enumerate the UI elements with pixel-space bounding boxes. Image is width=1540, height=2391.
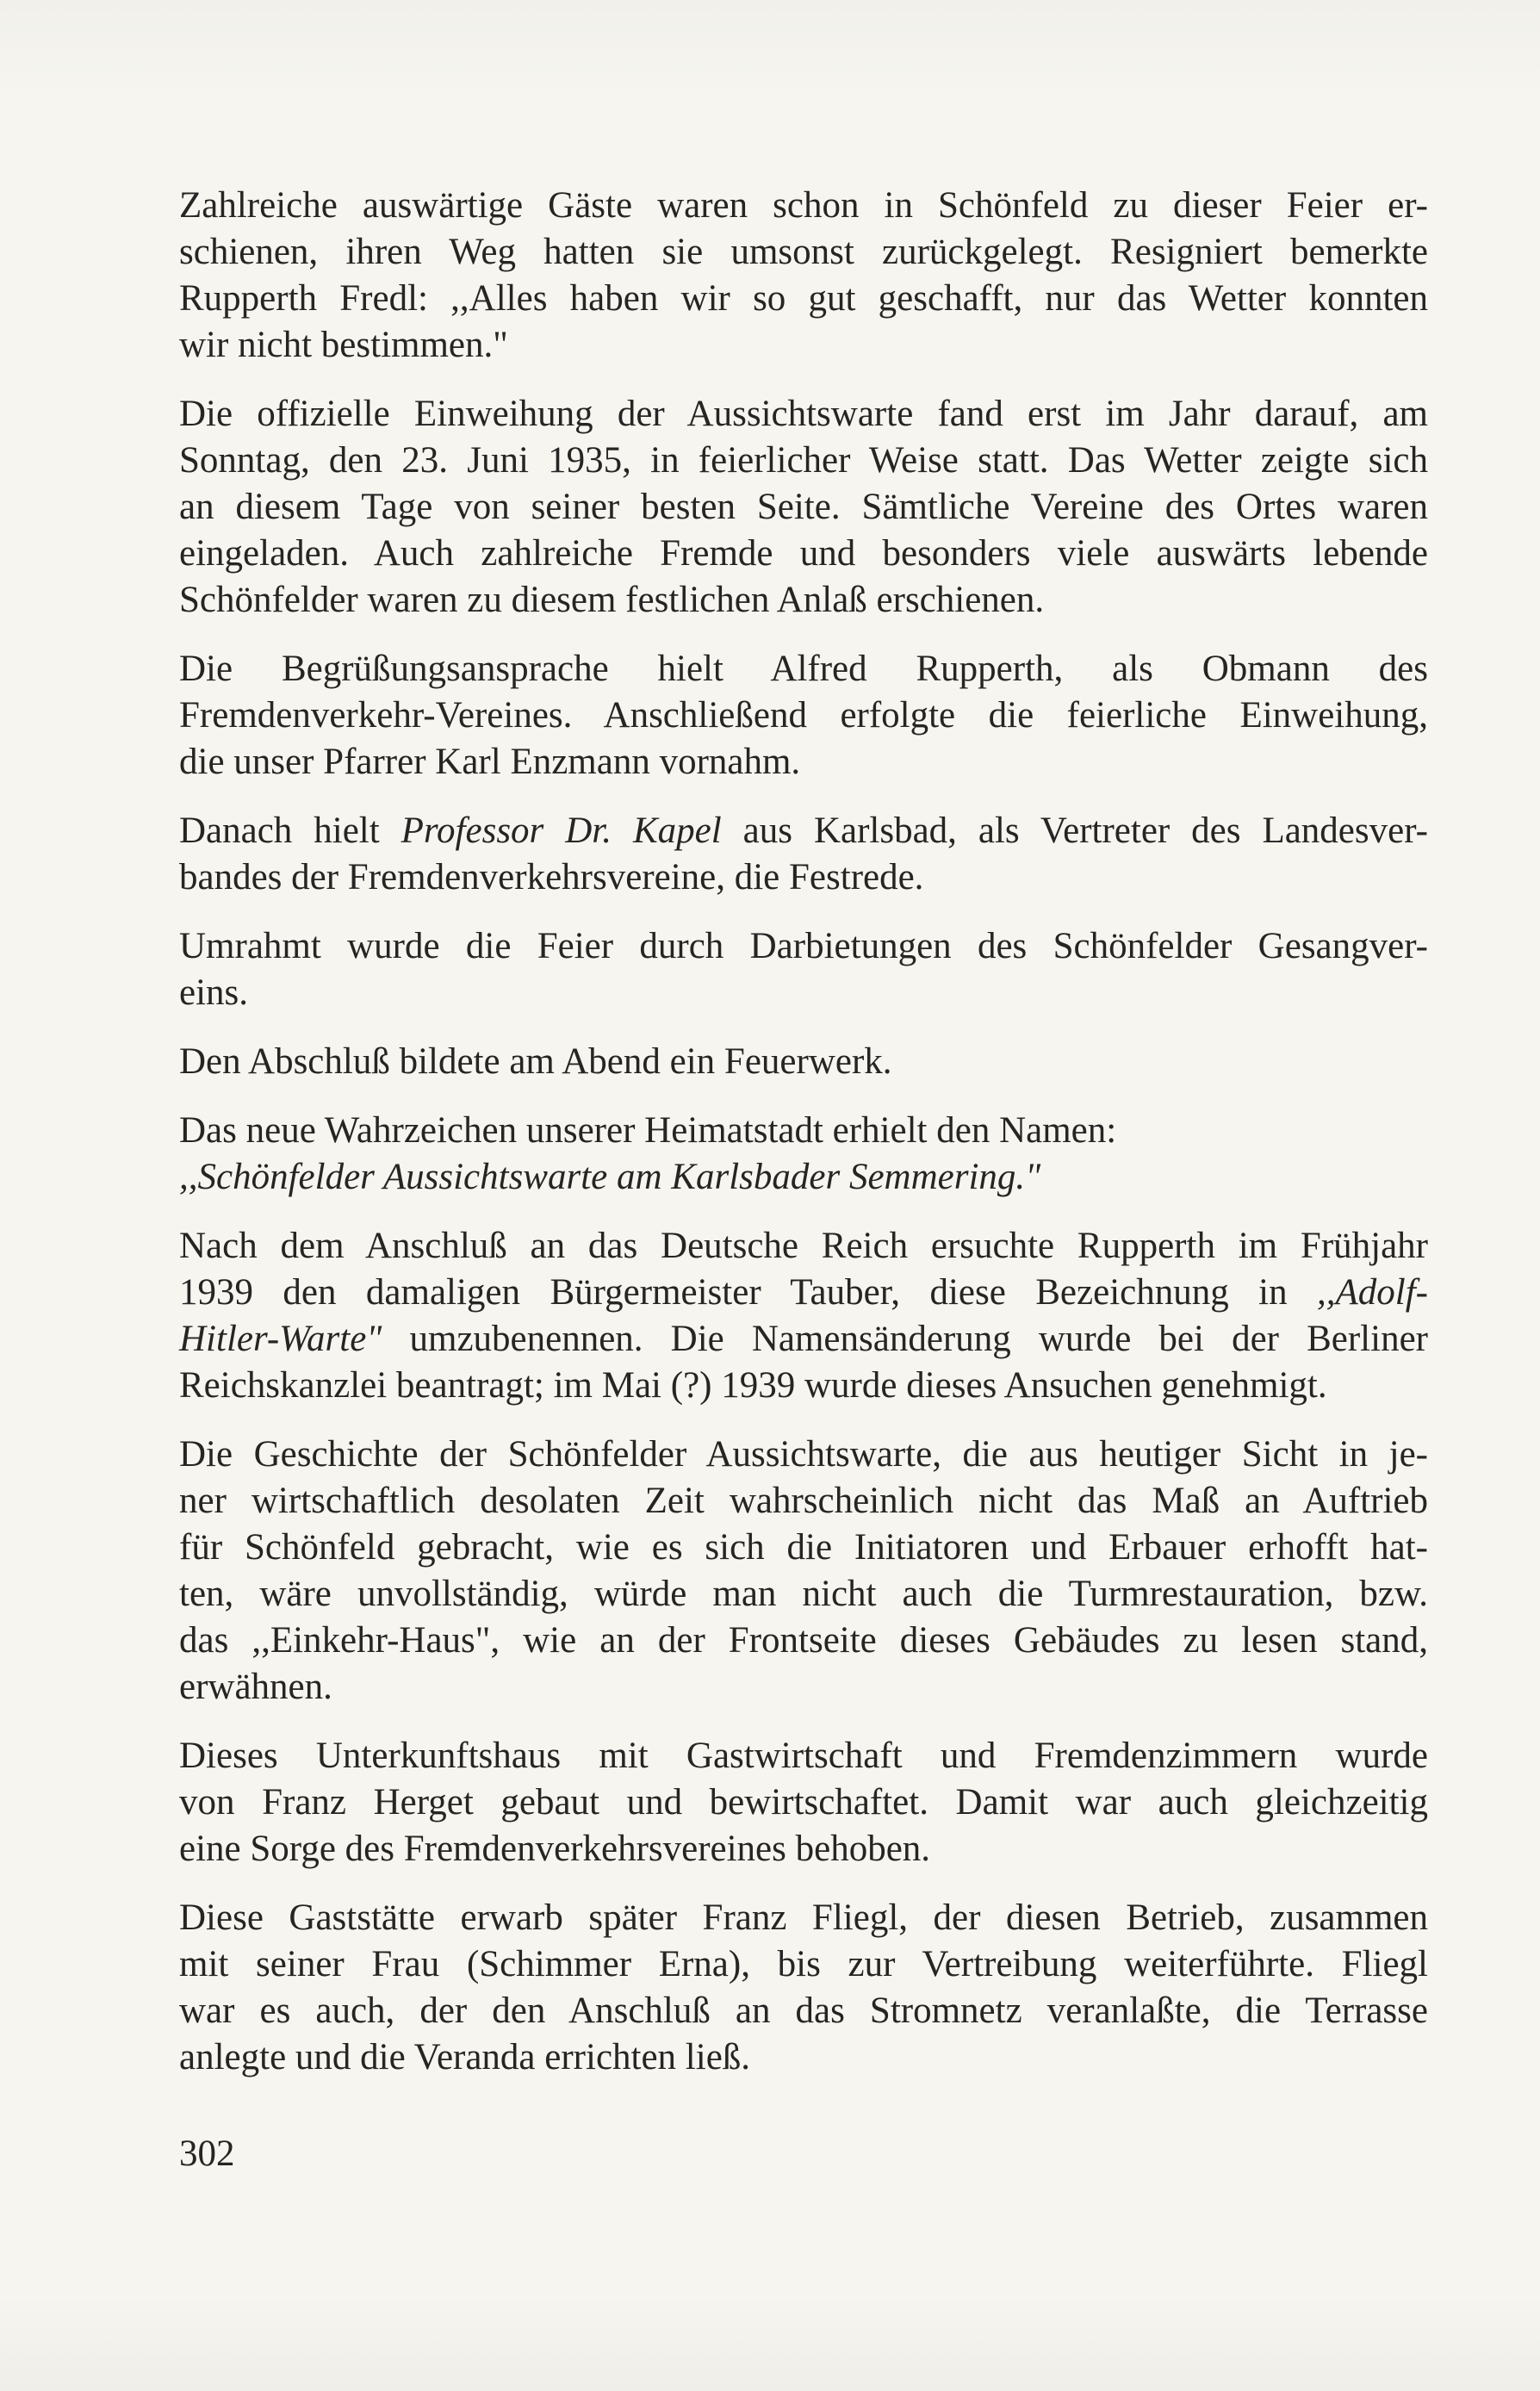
- person-name-italic: Professor Dr. Kapel: [401, 810, 722, 851]
- text-line: [179, 1270, 1428, 1316]
- landmark-name-italic: ,,Schönfelder Aussichtswarte am Karlsbader Semmering.": [179, 1157, 1041, 1197]
- text-line: an diesem Tage von seiner besten Seite. Sämtliche Vereine des Ortes waren: [179, 487, 1428, 527]
- text-line: eine Sorge des Fremdenverkehrsvereines behoben.: [179, 1829, 931, 1869]
- text-line: für Schönfeld gebracht, wie es sich die Initiatoren und Erbauer erhofft hat-: [179, 1527, 1428, 1568]
- text-line: Sonntag, den 23. Juni 1935, in feierlicher Weise statt. Das Wetter zeigte sich: [179, 440, 1428, 481]
- text-line: Das neue Wahrzeichen unserer Heimatstadt erhielt den Namen:: [179, 1110, 1117, 1151]
- paragraph-7: [179, 1108, 1428, 1201]
- text-line: das ,,Einkehr-Haus", wie an der Frontseite dieses Gebäudes zu lesen stand,: [179, 1620, 1428, 1661]
- text-line: Schönfelder waren zu diesem festlichen Anlaß erschienen.: [179, 580, 1045, 620]
- paragraph-5: [179, 923, 1428, 1016]
- text-line: schienen, ihren Weg hatten sie umsonst zurückgelegt. Resigniert bemerkte: [179, 232, 1428, 272]
- paragraph-8: [179, 1223, 1428, 1409]
- paragraph-3: [179, 646, 1428, 786]
- text-line: Umrahmt wurde die Feier durch Darbietungen des Schönfelder Gesangver-: [179, 926, 1428, 966]
- paragraph-6: [179, 1039, 1428, 1085]
- text-run: umzubenennen. Die Namensänderung wurde bei der Berliner: [382, 1319, 1428, 1359]
- paragraph-4: [179, 808, 1428, 901]
- text-line: ten, wäre unvollständig, würde man nicht auch die Turmrestauration, bzw.: [179, 1574, 1428, 1614]
- text-line: Diese Gaststätte erwarb später Franz Fliegl, der diesen Betrieb, zusammen: [179, 1897, 1428, 1938]
- text-line: Reichskanzlei beantragt; im Mai (?) 1939 wurde dieses Ansuchen genehmigt.: [179, 1365, 1327, 1406]
- text-line: [179, 1316, 1428, 1363]
- text-line: ner wirtschaftlich desolaten Zeit wahrscheinlich nicht das Maß an Auftrieb: [179, 1481, 1428, 1521]
- text-line: Nach dem Anschluß an das Deutsche Reich ersuchte Rupperth im Frühjahr: [179, 1226, 1428, 1266]
- text-line: bandes der Fremdenverkehrsvereine, die Festrede.: [179, 857, 924, 897]
- text-line: [179, 808, 1428, 854]
- paragraph-10: [179, 1733, 1428, 1872]
- paragraph-2: [179, 391, 1428, 624]
- text-line: anlegte und die Veranda errichten ließ.: [179, 2037, 751, 2077]
- text-line: Rupperth Fredl: ,,Alles haben wir so gut geschafft, nur das Wetter konnten: [179, 278, 1428, 319]
- page-number: 302: [179, 2133, 235, 2174]
- warte-name-italic: ,,Adolf-: [1317, 1272, 1428, 1313]
- text-line: Die offizielle Einweihung der Aussichtswarte fand erst im Jahr darauf, am: [179, 394, 1428, 434]
- warte-name-italic: Hitler-Warte": [179, 1319, 382, 1359]
- body-text: [179, 183, 1428, 2103]
- text-line: Die Geschichte der Schönfelder Aussichtswarte, die aus heutiger Sicht in je-: [179, 1434, 1428, 1475]
- text-line: erwähnen.: [179, 1667, 332, 1707]
- text-line: war es auch, der den Anschluß an das Stromnetz veranlaßte, die Terrasse: [179, 1990, 1428, 2031]
- text-line: Die Begrüßungsansprache hielt Alfred Rupperth, als Obmann des: [179, 649, 1428, 689]
- text-line: eins.: [179, 972, 249, 1013]
- text-line: Dieses Unterkunftshaus mit Gastwirtschaft und Fremdenzimmern wurde: [179, 1736, 1428, 1776]
- text-line: mit seiner Frau (Schimmer Erna), bis zur Vertreibung weiterführte. Fliegl: [179, 1944, 1428, 1984]
- text-line: die unser Pfarrer Karl Enzmann vornahm.: [179, 742, 801, 782]
- text-line: eingeladen. Auch zahlreiche Fremde und besonders viele auswärts lebende: [179, 533, 1428, 574]
- text-run: aus Karlsbad, als Vertreter des Landesver-: [721, 810, 1428, 851]
- text-line: Fremdenverkehr-Vereines. Anschließend erfolgte die feierliche Einweihung,: [179, 695, 1428, 736]
- text-run: Danach hielt: [179, 810, 401, 851]
- text-run: 1939 den damaligen Bürgermeister Tauber, diese Bezeichnung in: [179, 1272, 1318, 1313]
- text-line: von Franz Herget gebaut und bewirtschaftet. Damit war auch gleichzeitig: [179, 1782, 1428, 1823]
- text-line: Den Abschluß bildete am Abend ein Feuerwerk.: [179, 1041, 892, 1082]
- paragraph-11: [179, 1895, 1428, 2081]
- paragraph-1: [179, 183, 1428, 369]
- text-line: wir nicht bestimmen.": [179, 325, 508, 365]
- paragraph-9: [179, 1431, 1428, 1711]
- text-line: Zahlreiche auswärtige Gäste waren schon in Schönfeld zu dieser Feier er-: [179, 185, 1428, 226]
